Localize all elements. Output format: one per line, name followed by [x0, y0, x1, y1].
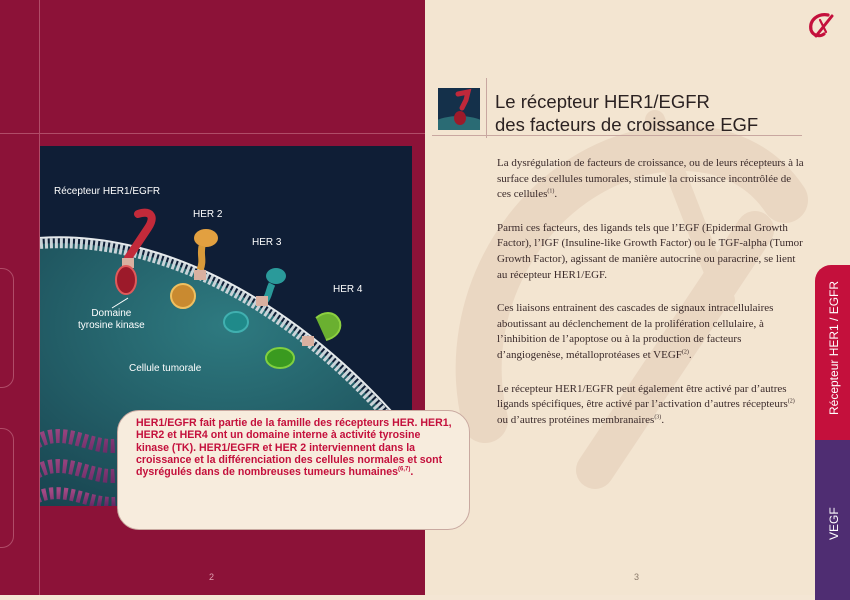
page-title-line-1: Le récepteur HER1/EGFR	[495, 91, 710, 112]
label-domain-line-1: Domaine	[91, 308, 132, 319]
paragraph-1-text: La dysrégulation de facteurs de croissance, ou de leurs récepteurs à la surface des cellules tumorales, stimule la croissance incontrôlée de ces cellules	[497, 157, 804, 201]
left-tab-outline-upper	[0, 268, 14, 388]
label-domain-line-2: tyrosine kinase	[78, 320, 145, 331]
page-number-right: 3	[634, 572, 640, 582]
header-divider-vertical	[486, 78, 487, 138]
label-tumor-cell: Cellule tumorale	[129, 363, 202, 374]
brand-logo-icon	[806, 10, 836, 40]
paragraph-3	[497, 301, 807, 363]
page-title-line-2: des facteurs de croissance EGF	[495, 114, 759, 135]
body-text	[497, 156, 807, 446]
paragraph-4-reference-1: (2)	[787, 398, 795, 405]
left-page-guide-horizontal	[0, 133, 425, 134]
callout-text: HER1/EGFR fait partie de la famille des récepteurs HER. HER1, HER2 et HER4 ont un domaine interne à activité tyrosine kinase (TK). HER1/EGFR et HER 2 interviennent dans la croissance et la différenciation des cellules normales et sont dysrégulés dans de nombreuses tumeurs humaines	[136, 417, 452, 479]
label-her3: HER 3	[252, 237, 282, 248]
tab-her1-egfr[interactable]	[815, 265, 850, 440]
paragraph-4	[497, 382, 807, 429]
paragraph-3-end: .	[688, 348, 692, 361]
tab-her1-egfr-label: Récepteur HER1 / EGFR	[827, 280, 841, 415]
paragraph-1-reference: (1)	[547, 188, 555, 195]
paragraph-4-text-a: Le récepteur HER1/EGFR peut également être activé par d’autres ligands spécifiques, être activé par l’activation d’autres récepteurs	[497, 382, 788, 411]
paragraph-4-end: .	[661, 413, 665, 426]
paragraph-1	[497, 156, 807, 203]
paragraph-4-reference-2: (3)	[654, 414, 662, 421]
tab-vegf-label: VEGF	[827, 507, 841, 540]
page-title	[495, 90, 758, 136]
left-tab-outline-lower	[0, 428, 14, 548]
paragraph-4-text-b: ou d’autres protéines membranaires	[497, 413, 655, 426]
label-her1: Récepteur HER1/EGFR	[54, 186, 161, 197]
callout-end: .	[410, 466, 414, 479]
paragraph-3-text: Ces liaisons entrainent des cascades de signaux intracellulaires aboutissant au déclenchement de la prolifération cellulaire, à l’inhibition de l’apoptose ou à la production de facteurs d’angiogenèse, métalloprotéases et VEGF	[497, 302, 774, 361]
label-her2: HER 2	[193, 209, 223, 220]
label-her4: HER 4	[333, 284, 363, 295]
callout-reference: (6,7)	[397, 466, 411, 473]
receptor-thumbnail	[438, 88, 480, 130]
callout-box	[117, 410, 470, 530]
receptor-thumbnail-icon	[438, 88, 480, 130]
page-number-left: 2	[209, 572, 215, 582]
paragraph-2: Parmi ces facteurs, des ligands tels que l’EGF (Epidermal Growth Factor), l’IGF (Insuline-like Growth Factor) ou le TGF-alpha (Tumor Growth Factor), agissant de manière autocrine ou paracrine, se lient au récepteur HER1/EGF.	[497, 221, 803, 281]
paragraph-3-reference: (2)	[681, 349, 689, 356]
paragraph-1-end: .	[554, 188, 558, 201]
tab-vegf[interactable]	[815, 440, 850, 600]
label-tyrosine-kinase-domain	[78, 308, 145, 332]
